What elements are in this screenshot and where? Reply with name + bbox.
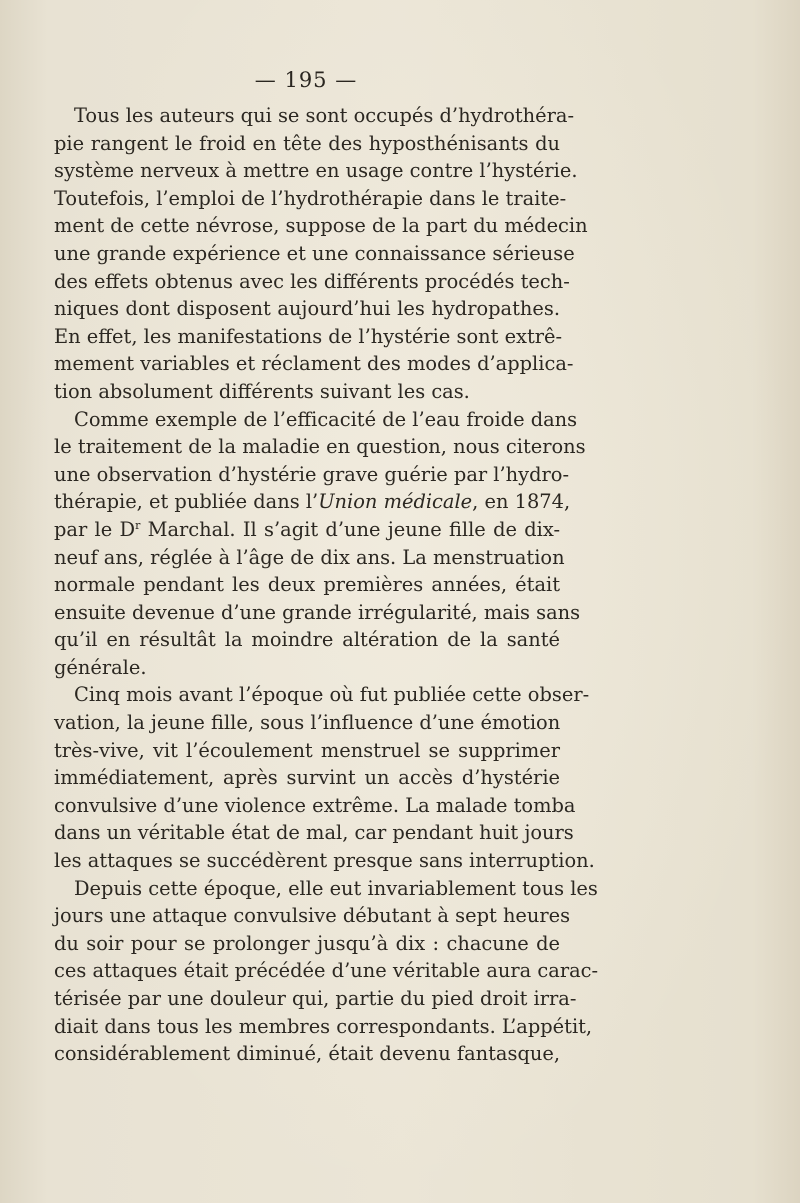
- text-line: générale.: [54, 655, 147, 679]
- text-line: neuf ans, réglée à l’âge de dix ans. La menstruation: [54, 545, 565, 569]
- text-line: une observation d’hystérie grave guérie par l’hydro-: [54, 462, 570, 486]
- text-line: pie rangent le froid en tête des hyposthénisants du: [54, 131, 560, 155]
- page-number: — 195 —: [254, 68, 358, 92]
- text-line: ces attaques était précédée d’une véritable aura carac-: [54, 959, 599, 983]
- text-segment: , en 1874,: [472, 490, 571, 514]
- text-line: En effet, les manifestations de l’hystérie sont extrê-: [54, 324, 563, 348]
- text-segment: Marchal. Il s’agit d’une jeune fille de dix-: [140, 517, 561, 541]
- text-line: ensuite devenue d’une grande irrégularité, mais sans: [54, 600, 581, 624]
- text-line: Cinq mois avant l’époque où fut publiée cette obser-: [74, 683, 590, 707]
- text-line: très-vive, vit l’écoulement menstruel se supprimer: [54, 738, 560, 762]
- superscript: r: [135, 518, 141, 532]
- text-segment: thérapie, et publiée dans l’: [54, 490, 319, 514]
- text-line: térisée par une douleur qui, partie du pied droit irra-: [54, 987, 577, 1010]
- text-line: convulsive d’une violence extrême. La malade tomba: [54, 793, 576, 817]
- text-line: des effets obtenus avec les différents procédés tech-: [54, 269, 570, 293]
- text-line: mement variables et réclament des modes d’applica-: [54, 352, 574, 376]
- text-line: immédiatement, après survint un accès d’hystérie: [54, 766, 560, 790]
- text-line: normale pendant les deux premières années, était: [54, 573, 560, 597]
- text-line: le traitement de la maladie en question, nous citerons: [54, 435, 586, 459]
- text-line: système nerveux à mettre en usage contre l’hystérie.: [54, 159, 578, 183]
- text-line: diait dans tous les membres correspondants. L’appétit,: [54, 1014, 593, 1038]
- text-line: ment de cette névrose, suppose de la part du médecin: [54, 214, 588, 238]
- text-line: jours une attaque convulsive débutant à sept heures: [54, 904, 571, 928]
- body-text: [54, 102, 599, 1068]
- text-line: Toutefois, l’emploi de l’hydrothérapie dans le traite-: [54, 186, 567, 210]
- text-line: dans un véritable état de mal, car pendant huit jours: [54, 821, 574, 845]
- text-line: Tous les auteurs qui se sont occupés d’hydrothéra-: [74, 104, 575, 127]
- text-line: qu’il en résultât la moindre altération de la santé: [54, 628, 560, 652]
- text-line: vation, la jeune fille, sous l’influence d’une émotion: [54, 711, 561, 735]
- text-line: considérablement diminué, était devenu fantasque,: [54, 1042, 560, 1066]
- text-line: niques dont disposent aujourd’hui les hydropathes.: [54, 297, 560, 321]
- text-segment: par le D: [54, 517, 136, 541]
- text-line: tion absolument différents suivant les cas.: [54, 379, 470, 403]
- text-line: Depuis cette époque, elle eut invariablement tous les: [74, 876, 598, 900]
- text-line: Comme exemple de l’efficacité de l’eau froide dans: [74, 407, 578, 431]
- italic-title: Union médicale: [318, 490, 473, 514]
- text-line: [54, 488, 571, 516]
- text-line: les attaques se succédèrent presque sans interruption.: [54, 849, 595, 873]
- text-line: [54, 516, 560, 544]
- text-line: une grande expérience et une connaissance sérieuse: [54, 241, 575, 265]
- text-line: du soir pour se prolonger jusqu’à dix : chacune de: [54, 931, 560, 955]
